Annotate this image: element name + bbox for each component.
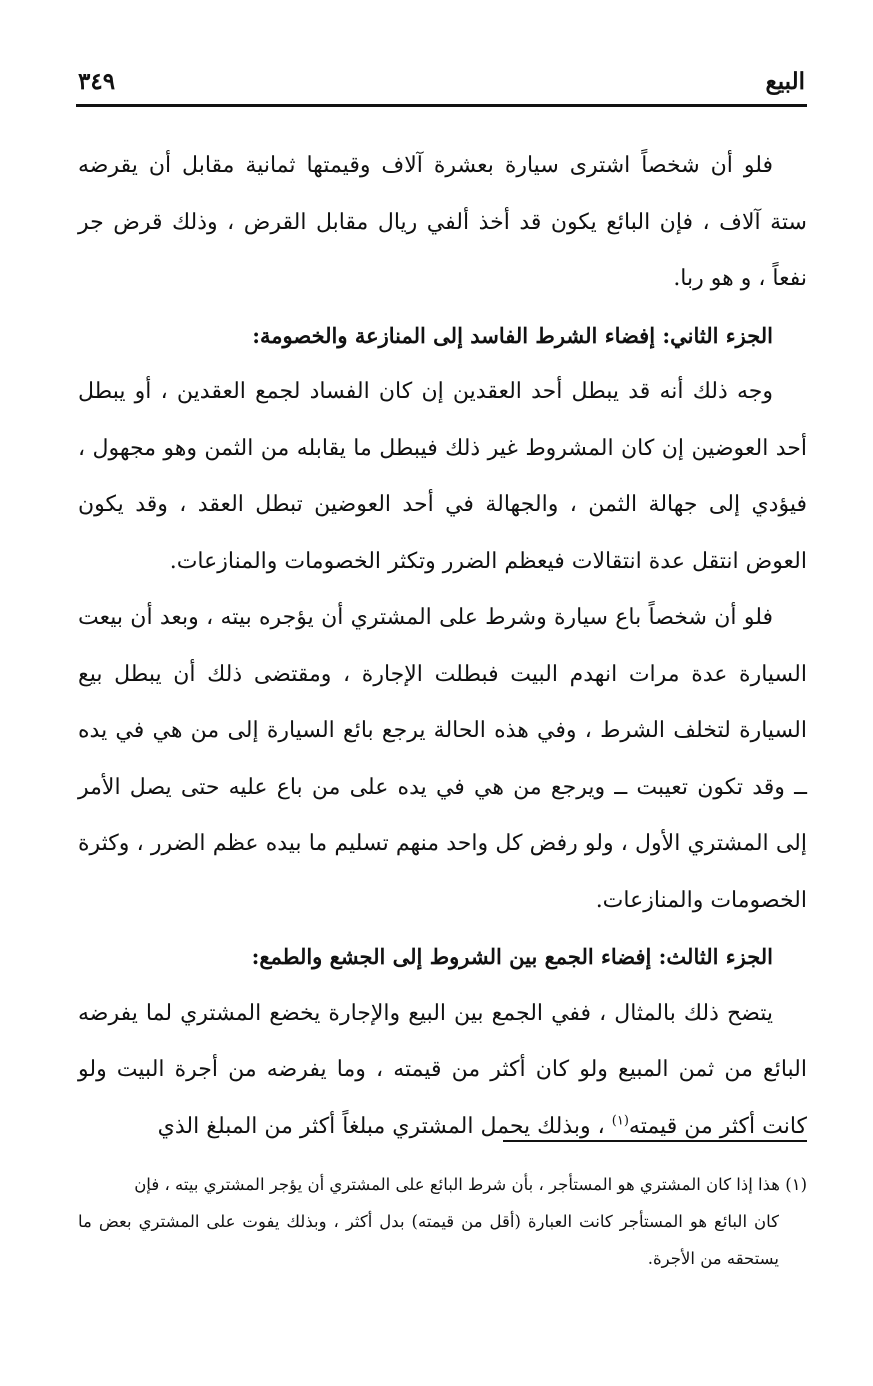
footnote-reference[interactable]: (١)	[611, 1113, 629, 1129]
paragraph-dispute-reason: وجه ذلك أنه قد يبطل أحد العقدين إن كان الفساد لجمع العقدين ، أو يبطل أحد العوضين إن كان المشروط غير ذلك فيبطل ما يقابله من الثمن وهو مجهول ، فيؤدي إلى جهالة الثمن ، والجهالة في أحد العوضين تبطل العقد ، وقد يكون العوض انتقل عدة انتقالات فيعظم الضرر وتكثر الخصومات والمنازعات.	[78, 379, 807, 574]
paragraph-greed-text-start: يتضح ذلك بالمثال ، ففي الجمع بين البيع والإجارة يخضع المشتري لما يفرضه البائع من ثمن المبيع ولو كان أكثر من قيمته ، وما يفرضه من أجرة البيت ولو كانت أكثر من قيمته	[78, 1000, 807, 1139]
paragraph-car-loan-example: فلو أن شخصاً اشترى سيارة بعشرة آلاف وقيمتها ثمانية مقابل أن يقرضه ستة آلاف ، فإن البائع يكون قد أخذ ألفي ريال مقابل القرض ، وذلك قرض جر نفعاً ، و هو ربا.	[78, 153, 807, 291]
section-heading-part-two: الجزء الثاني: إفضاء الشرط الفاسد إلى المنازعة والخصومة:	[252, 322, 773, 348]
footnote-divider	[503, 1140, 807, 1142]
paragraph-greed-example	[78, 986, 807, 1156]
footnotes-section	[78, 1166, 807, 1277]
page-header	[78, 62, 805, 102]
footnote-1-first-line: (١) هذا إذا كان المشتري هو المستأجر ، بأن شرط البائع على المشتري أن يؤجر المشتري بيته ، فإن	[134, 1175, 807, 1194]
section-heading-part-three: الجزء الثالث: إفضاء الجمع بين الشروط إلى الجشع والطمع:	[251, 944, 773, 969]
running-title: البيع	[765, 68, 805, 95]
paragraph-car-rent-example: فلو أن شخصاً باع سيارة وشرط على المشتري أن يؤجره بيته ، وبعد أن بيعت السيارة عدة مرات انهدم البيت فبطلت الإجارة ، ومقتضى ذلك أن يبطل بيع السيارة لتخلف الشرط ، وفي هذه الحالة يرجع بائع السيارة إلى من هي في يده ــ وقد تكون تعيبت ــ ويرجع من هي في يده على من باع عليه حتى يصل الأمر إلى المشتري الأول ، ولو رفض كل واحد منهم تسليم ما بيده عظم الضرر ، وكثرة الخصومات والمنازعات.	[78, 605, 807, 913]
main-text	[78, 138, 807, 1155]
footnote-1-continuation: كان البائع هو المستأجر كانت العبارة (أقل من قيمته) بدل أكثر ، وبذلك يفوت على المشتري بعض ما يستحقه من الأجرة.	[78, 1212, 779, 1268]
page-number: ٣٤٩	[78, 68, 116, 95]
header-divider	[76, 104, 807, 107]
paragraph-greed-text-end: ، وبذلك يحمل المشتري مبلغاً أكثر من المبلغ الذي	[157, 1113, 612, 1139]
